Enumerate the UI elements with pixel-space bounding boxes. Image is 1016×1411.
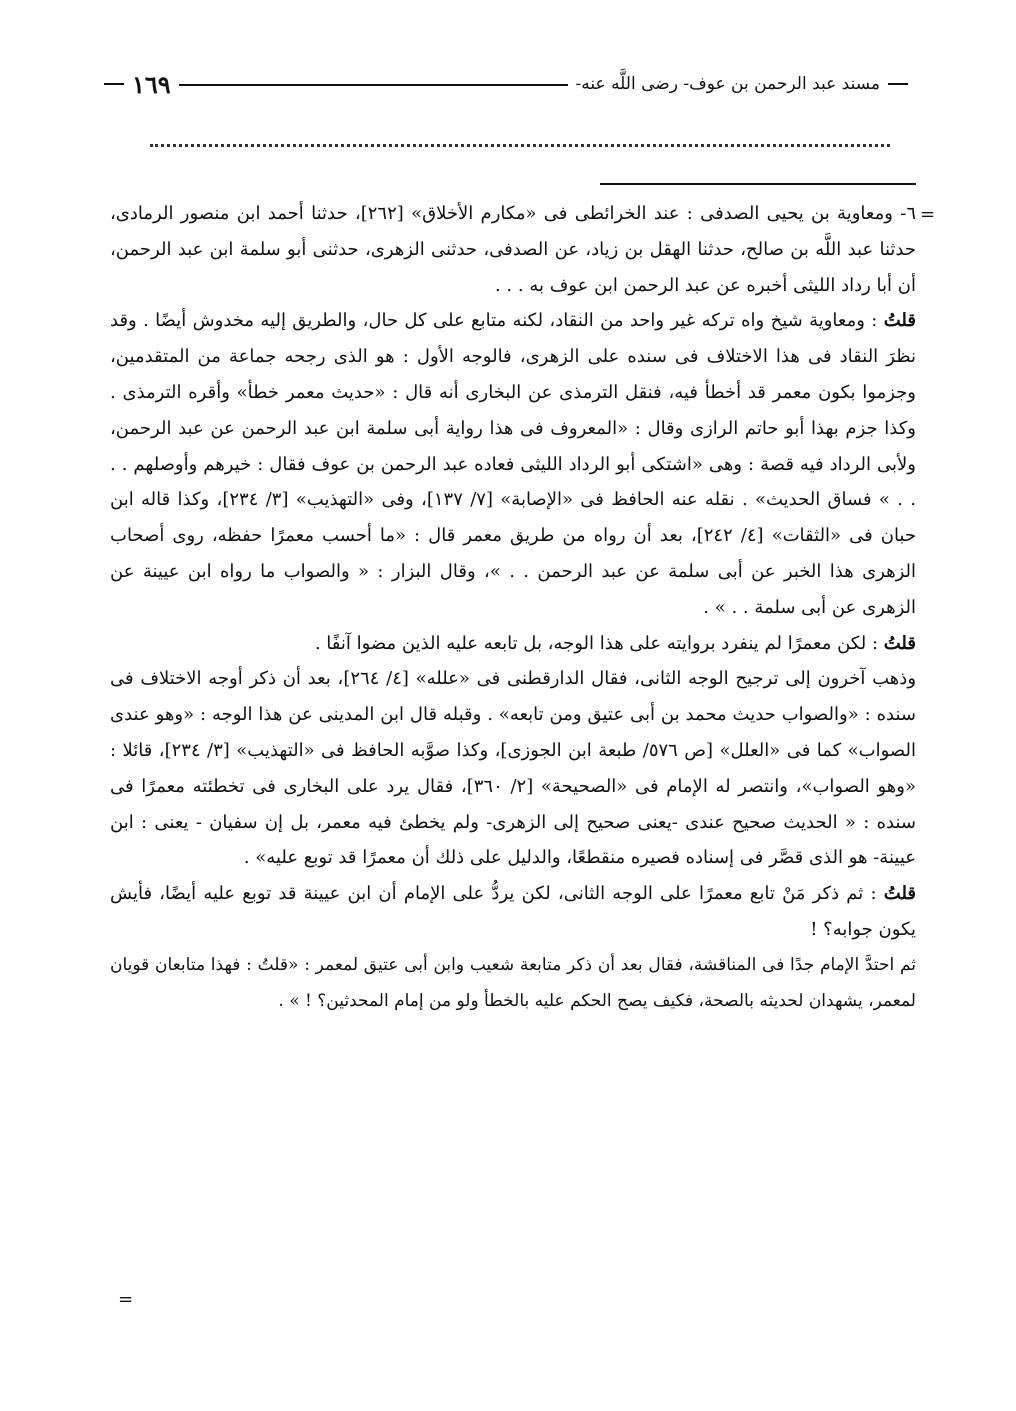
paragraph-text: وذهب آخرون إلى ترجيح الوجه الثانى، فقال الدارقطنى فى «علله» [٤/ ٢٦٤]، بعد أن ذكر أوجه الاختلاف فى سنده : «والصواب حديث محمد بن أبى عتيق ومن تابعه» . وقبله قال ابن المدينى عن هذا الوجه : «وهو عندى الصواب» كما فى «العلل» [ص ٥٧٦/ طبعة ابن الجوزى]، وكذا صوَّبه الحافظ فى «التهذيب» [٣/ ٢٣٤]، قائلا : «وهو الصواب»، وانتصر له الإمام فى «الصحيحة» [٢/ ٣٦٠]، فقال يرد على البخارى فى تخطئته معمرًا فى سنده : « الحديث صحيح عندى -يعنى صحيح إلى الزهرى- ولم يخطئ فيه معمر، بل إن سفيان - يعنى : ابن عيينة- هو الذى قصَّر فى إسناده فصيره منقطعًا، والدليل على ذلك أن معمرًا قد توبع عليه» . <box>110 668 917 869</box>
paragraph-text: ثم احتدَّ الإمام جدًا فى المناقشة، فقال بعد أن ذكر متابعة شعيب وابن أبى عتيق لمعمر : «قلتُ : فهذا متابعان قويان لمعمر، يشهدان لحديثه بالصحة، فكيف يصح الحكم عليه بالخطأ ولو من إمام المحدثين؟ ! » . <box>110 954 916 1011</box>
paragraph-text: ٦- ومعاوية بن يحيى الصدفى : عند الخرائطى فى «مكارم الأخلاق» [٢٦٢]، حدثنا أحمد ابن منصور الرمادى، حدثنا عبد اللَّه بن صالح، حدثنا الهقل بن زياد، عن الصدفى، حدثنى الزهرى، حدثنى أبو سلمة ابن عبد الرحمن، أن أبا رداد الليثى أخبره عن عبد الرحمن ابن عوف به . . . <box>110 203 916 296</box>
paragraph-5 <box>110 876 916 948</box>
header-dash-end <box>104 83 124 85</box>
footnote-body <box>110 196 916 1019</box>
paragraph-4 <box>110 661 916 876</box>
paragraph-3 <box>110 626 916 662</box>
paragraph-lead: قلتُ <box>883 632 916 654</box>
page-number: ١٦٩ <box>132 69 171 99</box>
paragraph-text: : ثم ذكر مَنْ تابع معمرًا على الوجه الثانى، لكن يردُّ على الإمام أن ابن عيينة قد توبع عليه أيضًا، فأيش يكون جوابه؟ ! <box>110 883 916 940</box>
paragraph-text: : ومعاوية شيخ واه تركه غير واحد من النقاد، لكنه متابع على كل حال، والطريق إليه مخدوش أيضًا . وقد نظرَ النقاد فى هذا الاختلاف فى سنده على الزهرى، فالوجه الأول : هو الذى رجحه جماعة من المتقدمين، وجزموا بكون معمر قد أخطأ فيه، فنقل الترمذى عن البخارى أنه قال : «حديث معمر خطأ» وأقره الترمذى . وكذا جزم بهذا أبو حاتم الرازى وقال : «المعروف فى هذا رواية أبى سلمة ابن عبد الرحمن عن عبد الرحمن، ولأبى الرداد فيه قصة : وهى «اشتكى أبو الرداد الليثى فعاده عبد الرحمن بن عوف فقال : خيرهم وأوصلهم . . . . » فساق الحديث» . نقله عنه الحافظ فى «الإصابة» [٧/ ١٣٧]، وفى «التهذيب» [٣/ ٢٣٤]، وكذا قاله ابن حبان فى «الثقات» [٤/ ٢٤٢]، بعد أن رواه من طريق معمر قال : «ما أحسب معمرًا حفظه، روى أصحاب الزهرى هذا الخبر عن أبى سلمة عن عبد الرحمن . . »، وقال البزار : « والصواب ما رواه ابن عيينة عن الزهرى عن أبى سلمة . . » . <box>110 310 916 618</box>
header-title: مسند عبد الرحمن بن عوف- رضى اللَّه عنه- <box>575 74 880 94</box>
paragraph-6 <box>110 948 916 1020</box>
paragraph-lead: قلتُ <box>883 883 917 905</box>
running-header <box>104 66 908 102</box>
header-dash <box>888 83 908 85</box>
continuation-mark-top: = <box>920 204 936 225</box>
continuation-mark-bottom: = <box>118 1289 134 1310</box>
paragraph-text: : لكن معمرًا لم ينفرد بروايته على هذا الوجه، بل تابعه عليه الذين مضوا آنفًا . <box>314 632 879 654</box>
paragraph-2 <box>110 303 916 625</box>
header-rule <box>179 84 568 86</box>
dotted-separator <box>150 144 890 147</box>
footnote-rule <box>600 183 916 185</box>
paragraph-1 <box>110 196 916 303</box>
paragraph-lead: قلتُ <box>883 310 916 332</box>
